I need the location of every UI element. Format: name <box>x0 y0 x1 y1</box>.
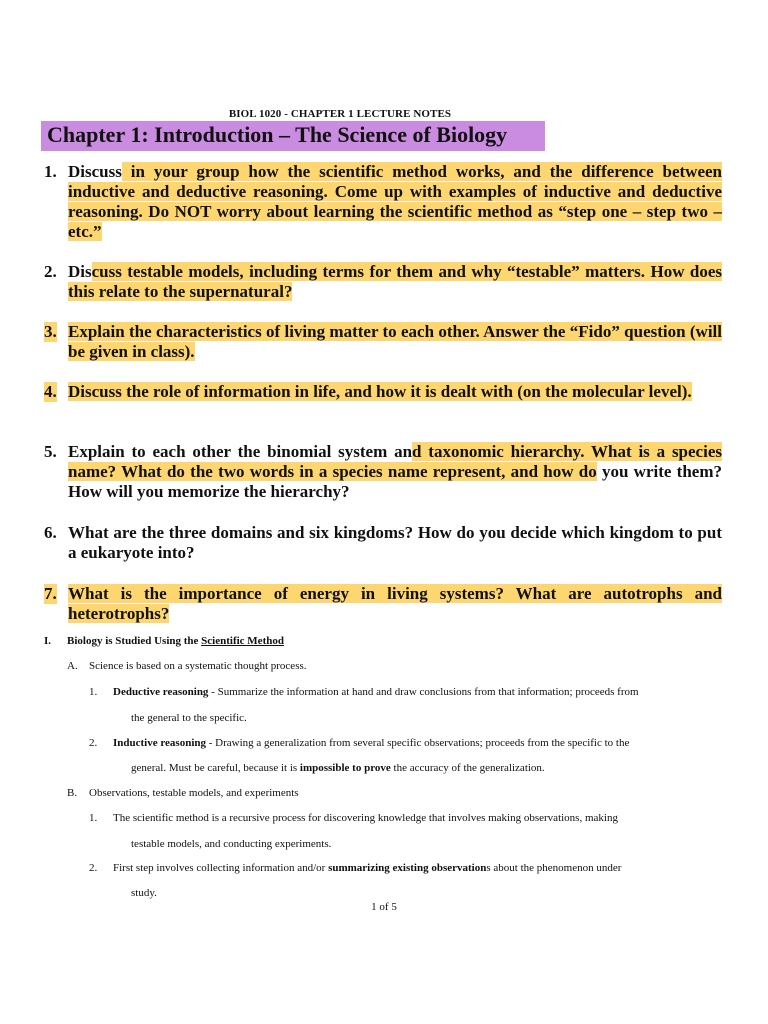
section-number: I. <box>44 635 52 647</box>
item-b2-text: First step involves collecting information and/or summarizing existing observations about the phenomenon under <box>113 862 622 874</box>
subsection-a-text: Science is based on a systematic thought process. <box>89 660 307 672</box>
question-number: 5. <box>44 442 57 461</box>
item-a1-text: Deductive reasoning - Summarize the information at hand and draw conclusions from that information; proceeds from <box>113 686 639 698</box>
item-a2-text: Inductive reasoning - Drawing a generalization from several specific observations; proceeds from the specific to the <box>113 737 630 749</box>
item-b1-text: The scientific method is a recursive process for discovering knowledge that involves making observations, making <box>113 812 618 824</box>
subsection-a-label: A. <box>67 660 78 672</box>
highlight: What is the importance of energy in living systems? What are autotrophs and heterotrophs? <box>68 584 722 623</box>
subsection-b-label: B. <box>67 787 78 799</box>
question-1 <box>44 162 722 242</box>
question-text: Discuss testable models, including terms for them and why “testable” matters. How does this relate to the supernatural? <box>68 262 722 301</box>
item-a2-text-cont: general. Must be careful, because it is impossible to prove the accuracy of the generalization. <box>131 762 545 774</box>
highlight: Explain the characteristics of living matter to each other. Answer the “Fido” question (will be given in class). <box>68 322 722 361</box>
section-heading: Biology is Studied Using the Scientific Method <box>67 635 284 647</box>
chapter-title: Chapter 1: Introduction – The Science of Biology <box>47 122 508 147</box>
page-number: 1 of 5 <box>371 901 397 913</box>
question-text: What are the three domains and six kingdoms? How do you decide which kingdom to put a eukaryote into? <box>68 523 722 562</box>
question-text <box>68 584 722 624</box>
course-header: BIOL 1020 - CHAPTER 1 LECTURE NOTES <box>228 108 452 120</box>
question-text <box>68 322 722 362</box>
highlight: Discuss the role of information in life, and how it is dealt with (on the molecular level). <box>68 382 692 401</box>
question-number: 1. <box>44 162 57 181</box>
item-b1-number: 1. <box>89 812 98 824</box>
question-number: 6. <box>44 523 57 542</box>
question-number: 7. <box>44 584 57 603</box>
question-text <box>68 382 722 402</box>
question-6 <box>44 523 722 563</box>
question-4 <box>44 382 722 402</box>
question-number: 2. <box>44 262 57 281</box>
question-number: 3. <box>44 322 57 341</box>
highlight: cuss testable models, including terms for them and why “testable” matters. How does this relate to the supernatural? <box>68 262 722 301</box>
question-number: 4. <box>44 382 57 401</box>
question-7 <box>44 584 722 624</box>
question-text: Discuss in your group how the scientific method works, and the difference between inductive and deductive reasoning. Come up with examples of inductive and deductive reasoning. Do NOT worry about learning the scientific method as “step one – step two – etc.” <box>68 162 722 241</box>
item-b2-text-cont: study. <box>131 887 157 899</box>
item-a2-number: 2. <box>89 737 98 749</box>
question-2 <box>44 262 722 302</box>
item-b2-number: 2. <box>89 862 98 874</box>
item-a1-number: 1. <box>89 686 98 698</box>
subsection-b-text: Observations, testable models, and experiments <box>89 787 299 799</box>
chapter-title-banner <box>41 121 545 151</box>
question-5 <box>44 442 722 502</box>
highlight: d taxonomic hierarchy. What is a species name? What do the two words in a species name represent, and how do <box>68 442 722 481</box>
highlight: in your group how the scientific method works, and the difference between inductive and deductive reasoning. Come up with examples of inductive and deductive reasoning. Do NOT worry about learning the scientific method as “step one – step two – etc.” <box>68 162 722 241</box>
item-b1-text-cont: testable models, and conducting experiments. <box>131 838 332 850</box>
item-a1-text-cont: the general to the specific. <box>131 712 247 724</box>
question-text: Explain to each other the binomial system and taxonomic hierarchy. What is a species name? What do the two words in a species name represent, and how do you write them? How will you memorize the hierarchy? <box>68 442 723 501</box>
question-3 <box>44 322 722 362</box>
